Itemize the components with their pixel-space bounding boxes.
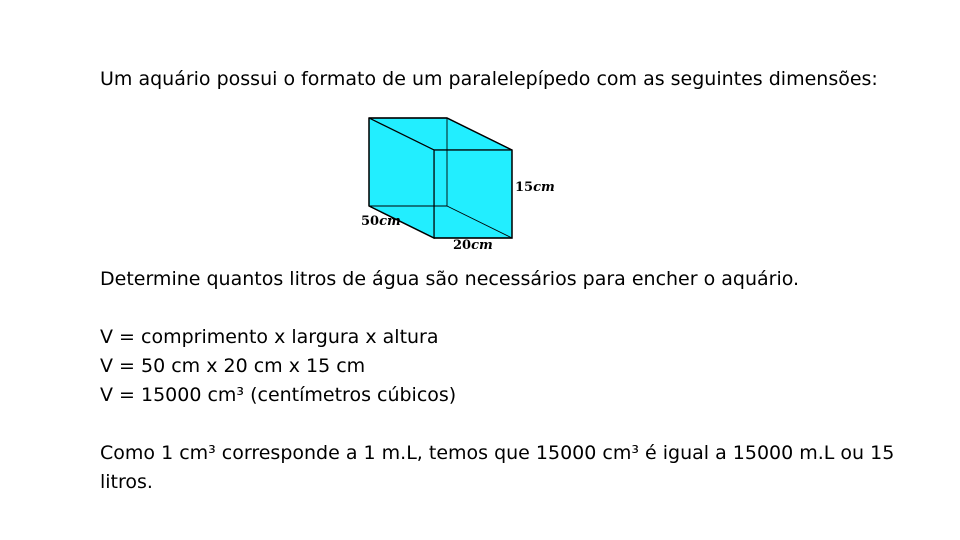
length-label: 50cm [361, 214, 401, 229]
aquarium-figure [355, 112, 565, 257]
formula-line: V = comprimento x largura x altura [100, 326, 439, 348]
question-text: Determine quantos litros de água são necessários para encher o aquário. [100, 268, 800, 290]
conclusion-text: Como 1 cm³ corresponde a 1 m.L, temos que 15000 cm³ é igual a 15000 m.L ou 15 litros. [100, 442, 895, 493]
formula-block [100, 323, 456, 410]
width-label: 20cm [453, 238, 493, 253]
box-right-face [434, 150, 512, 238]
formula-line: V = 50 cm x 20 cm x 15 cm [100, 355, 366, 377]
intro-text: Um aquário possui o formato de um paralelepípedo com as seguintes dimensões: [100, 68, 878, 90]
height-label: 15cm [515, 180, 555, 195]
formula-line: V = 15000 cm³ (centímetros cúbicos) [100, 384, 457, 406]
